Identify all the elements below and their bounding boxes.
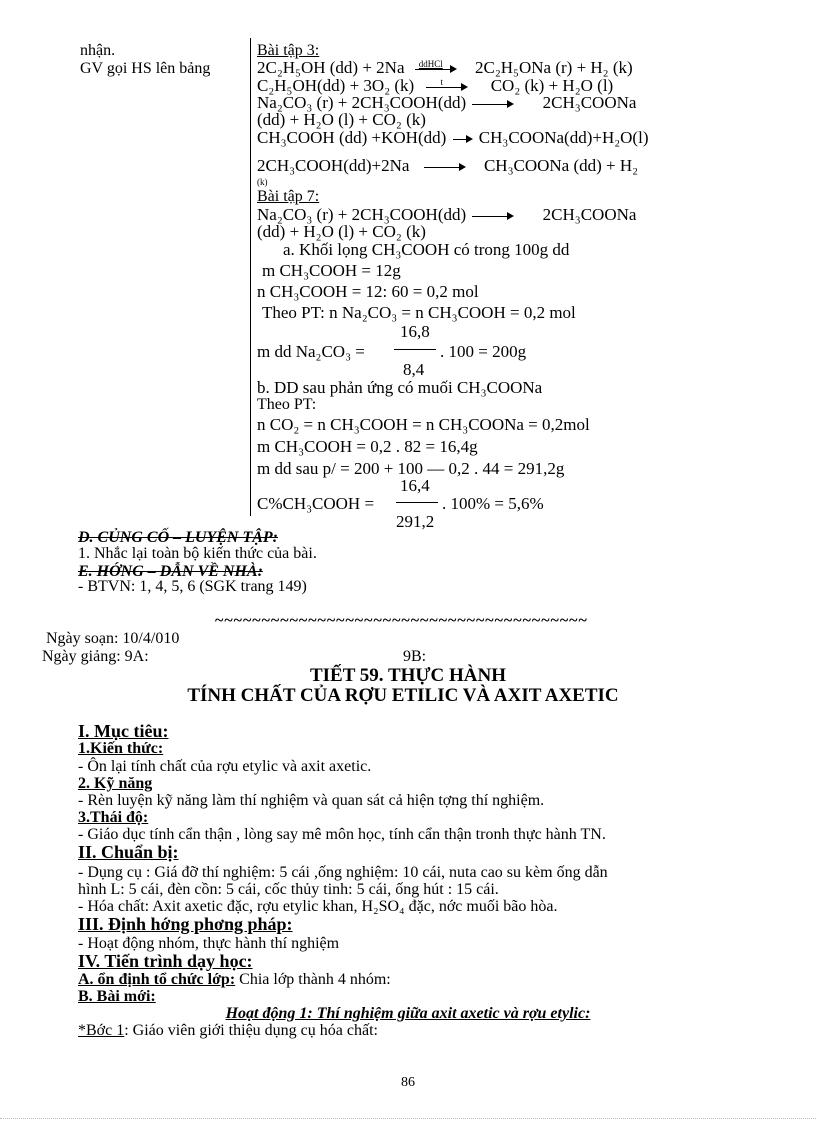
section-b-heading: B. Bài mới: bbox=[78, 988, 156, 1005]
knowledge-heading: 1.Kiến thức: bbox=[78, 740, 164, 757]
methods-heading: III. Định hớng phơng pháp: bbox=[78, 914, 293, 934]
eq4-left: CH₃COOH (dd) +KOH(dd) bbox=[257, 128, 447, 147]
exercise3-title: Bài tập 3: bbox=[257, 42, 320, 59]
moles-equality: n CO₂ = n CH₃COOH = n CH₃COONa = 0,2mol bbox=[257, 415, 590, 434]
eq2-right: CO₂ (k) + H₂O (l) bbox=[490, 76, 614, 95]
equation-1 bbox=[257, 58, 633, 77]
eq1-left: 2C₂H₅OH (dd) + 2Na bbox=[257, 58, 405, 77]
activity-1-heading: Hoạt động 1: Thí nghiệm giữa axit axetic và rợu etylic: bbox=[225, 1005, 591, 1022]
consolidation-heading: D. CỦNG CỐ – LUYỆN TẬP: bbox=[78, 529, 278, 546]
mass-ch3cooh-2: m CH₃COOH = 0,2 . 82 = 16,4g bbox=[257, 437, 478, 456]
fraction2-denominator: 291,2 bbox=[396, 512, 435, 531]
eq5-right: CH₃COONa (dd) + H₂ bbox=[483, 156, 639, 175]
eq5-left: 2CH₃COOH(dd)+2Na bbox=[257, 156, 410, 175]
skills-heading: 2. Kỹ năng bbox=[78, 775, 153, 792]
eq5-continuation: (k) bbox=[257, 177, 268, 187]
arrow-icon bbox=[472, 99, 514, 109]
preparation-heading: II. Chuẩn bị: bbox=[78, 842, 179, 862]
skills-text: - Rèn luyện kỹ năng làm thí nghiệm và quan sát cả hiện tợng thí nghiệm. bbox=[78, 792, 545, 809]
attitude-text: - Giáo dục tính cẩn thận , lòng say mê môn học, tính cẩn thận tronh thực hành TN. bbox=[78, 826, 606, 843]
part-a-text: a. Khối lọng CH₃COOH có trong 100g dd bbox=[283, 240, 570, 259]
ex7-eq-continuation: (dd) + H₂O (l) + CO₂ (k) bbox=[257, 222, 426, 241]
ex7-eq-right: 2CH₃COONa bbox=[542, 205, 637, 224]
lesson-title: TIẾT 59. THỰC HÀNH bbox=[309, 665, 507, 686]
theo-pt-2: Theo PT: bbox=[257, 396, 317, 413]
eq2-condition: t bbox=[440, 77, 443, 88]
separator: ~~~~~~~~~~~~~~~~~~~~~~~~~~~~~~~~~~~~~~~~ bbox=[215, 612, 588, 629]
arrow-icon bbox=[453, 134, 473, 144]
arrow-icon bbox=[426, 77, 468, 92]
part-b-text: b. DD sau phản ứng có muối CH₃COONa bbox=[257, 378, 543, 397]
arrow-icon bbox=[415, 59, 457, 74]
eq3-left: Na₂CO₃ (r) + 2CH₃COOH(dd) bbox=[257, 93, 467, 112]
attitude-heading: 3.Thái độ: bbox=[78, 809, 149, 826]
process-heading: IV. Tiến trình dạy học: bbox=[78, 951, 253, 971]
preparation-chemicals: - Hóa chất: Axit axetic đặc, rợu etylic khan, H₂SO₄ đặc, nớc muối bão hòa. bbox=[78, 898, 558, 915]
class-9b: 9B: bbox=[403, 648, 427, 665]
section-a bbox=[78, 971, 391, 989]
preparation-tools-1: - Dụng cụ : Giá đỡ thí nghiệm: 5 cái ,ống nghiệm: 10 cái, nuta cao su kèm ống dẫn bbox=[78, 864, 608, 881]
concentration-label: C%CH₃COOH = bbox=[257, 494, 375, 513]
moles-ch3cooh: n CH₃COOH = 12: 60 = 0,2 mol bbox=[257, 282, 479, 301]
date-taught: Ngày giảng: 9A: bbox=[42, 648, 149, 665]
mass-solution-after: m dd sau p/ = 200 + 100 — 0,2 . 44 = 291,2g bbox=[257, 459, 565, 478]
eq3-right: 2CH₃COONa bbox=[542, 93, 637, 112]
eq3-continuation: (dd) + H₂O (l) + CO₂ (k) bbox=[257, 110, 426, 129]
fraction2-bar bbox=[396, 502, 438, 503]
theo-pt-line: Theo PT: n Na₂CO₃ = n CH₃COOH = 0,2 mol bbox=[262, 303, 576, 322]
concentration-result: . 100% = 5,6% bbox=[442, 494, 544, 513]
homework-heading: E. HỚNG – DẪN VỀ NHÀ: bbox=[78, 563, 263, 580]
eq1-right: 2C₂H₅ONa (r) + H₂ (k) bbox=[475, 58, 633, 77]
fraction1-denominator: 8,4 bbox=[403, 360, 425, 379]
step-1 bbox=[78, 1022, 378, 1040]
fraction2-numerator: 16,4 bbox=[400, 476, 430, 495]
objectives-heading: I. Mục tiêu: bbox=[78, 721, 169, 741]
left-col-line2: GV gọi HS lên bảng bbox=[80, 60, 211, 77]
ex7-eq-left: Na₂CO₃ (r) + 2CH₃COOH(dd) bbox=[257, 205, 467, 224]
page-number: 86 bbox=[401, 1075, 415, 1090]
section-a-heading: A. ổn định tổ chức lớp: bbox=[78, 971, 236, 988]
knowledge-text: - Ôn lại tính chất của rợu etylic và axit axetic. bbox=[78, 758, 372, 775]
eq4-right: CH₃COONa(dd)+H₂O(l) bbox=[478, 128, 649, 147]
section-a-text: Chia lớp thành 4 nhóm: bbox=[235, 971, 391, 988]
lesson-subtitle: TÍNH CHẤT CỦA RỢU ETILIC VÀ AXIT AXETIC bbox=[187, 685, 619, 706]
fraction1-numerator: 16,8 bbox=[400, 322, 430, 341]
equation-4 bbox=[257, 128, 648, 147]
column-divider bbox=[250, 38, 251, 516]
step-1-text: : Giáo viên giới thiệu dụng cụ hóa chất: bbox=[124, 1022, 378, 1039]
arrow-icon bbox=[424, 162, 466, 172]
mass-ch3cooh: m CH₃COOH = 12g bbox=[262, 261, 401, 280]
mass-na2co3-label: m dd Na₂CO₃ = bbox=[257, 342, 365, 361]
eq2-left: C₂H₅OH(dd) + 3O₂ (k) bbox=[257, 76, 415, 95]
equation-5 bbox=[257, 156, 638, 175]
eq1-condition: ddHCl bbox=[418, 59, 443, 70]
consolidation-item: 1. Nhắc lại toàn bộ kiến thức của bài. bbox=[78, 545, 317, 562]
exercise7-title: Bài tập 7: bbox=[257, 188, 320, 205]
methods-item: - Hoạt động nhóm, thực hành thí nghiệm bbox=[78, 935, 340, 952]
date-prepared: Ngày soạn: 10/4/010 bbox=[46, 630, 180, 647]
left-col-line1: nhận. bbox=[80, 42, 116, 59]
arrow-icon bbox=[472, 211, 514, 221]
preparation-tools-2: hình L: 5 cái, đèn cồn: 5 cái, cốc thủy tinh: 5 cái, ống hút : 15 cái. bbox=[78, 881, 499, 898]
step-1-label: *Bớc 1 bbox=[78, 1022, 125, 1039]
homework-text: - BTVN: 1, 4, 5, 6 (SGK trang 149) bbox=[78, 578, 307, 595]
mass-na2co3-result: . 100 = 200g bbox=[440, 342, 527, 361]
fraction1-bar bbox=[394, 349, 436, 350]
page-bottom-border bbox=[0, 1118, 816, 1119]
